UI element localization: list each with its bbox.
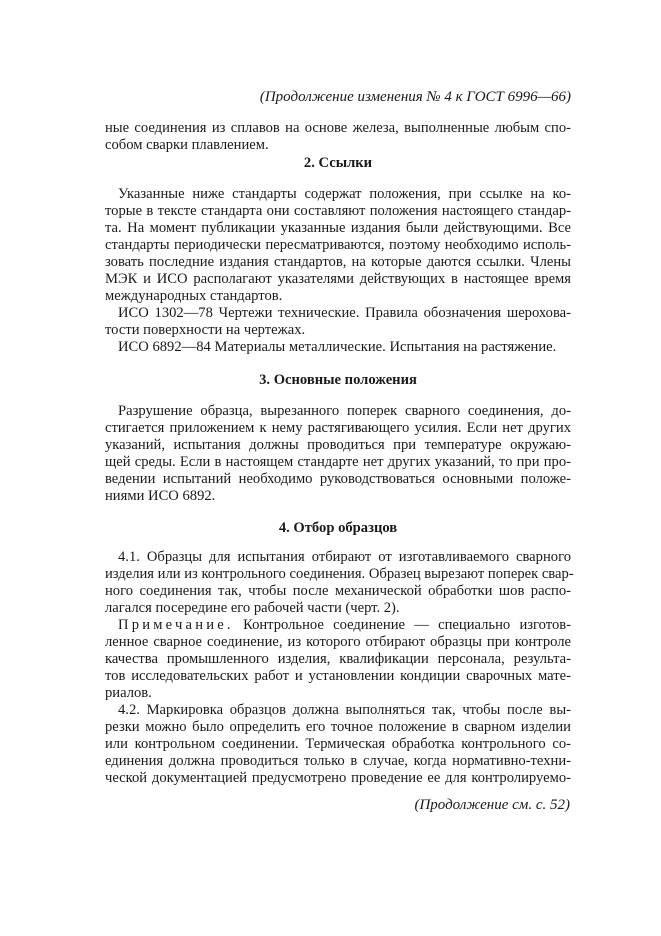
text-line: изделия или из контрольного соединения. Образец вырезают поперек свар- xyxy=(105,566,574,582)
text-line: указаний, испытания должны проводиться при температуре окружаю- xyxy=(105,437,571,453)
text-line: ленное сварное соединение, из которого отбирают образцы при контроле xyxy=(105,634,571,650)
text-line: ные соединения из сплавов на основе железа, выполненные любым спо- xyxy=(105,120,571,136)
text-line: Указанные ниже стандарты содержат положения, при ссылке на ко- xyxy=(118,186,571,202)
text-line: МЭК и ИСО располагают указателями действующих в настоящее время xyxy=(105,271,571,287)
section-title: 4. Отбор образцов xyxy=(278,520,398,536)
text-line: лагался посередине его рабочей части (черт. 2). xyxy=(105,600,400,616)
page-footer: (Продолжение см. с. 52) xyxy=(414,797,570,813)
text-line: 4.2. Маркировка образцов должна выполняться так, чтобы после вы- xyxy=(118,702,571,718)
text-line: качества промышленного изделия, квалификации персонала, результа- xyxy=(105,651,571,667)
text-line: торые в тексте стандарта они составляют положения настоящего стандар- xyxy=(105,203,571,219)
section-title: 2. Ссылки xyxy=(303,155,373,171)
page-header: (Продолжение изменения № 4 к ГОСТ 6996—66) xyxy=(259,89,571,105)
text-line: ИСО 6892—84 Материалы металлические. Испытания на растяжение. xyxy=(118,339,557,355)
text-line: единения должна проводиться только в случае, когда нормативно-техни- xyxy=(105,753,571,769)
text-line: тов исследовательских работ и установлении кондиции сварочных мате- xyxy=(105,668,571,684)
text-line: ведении испытаний необходимо руководствоваться основными положе- xyxy=(105,471,571,487)
text-line: щей среды. Если в настоящем стандарте нет других указаний, то при про- xyxy=(105,454,571,470)
text-line: ниями ИСО 6892. xyxy=(105,488,216,504)
text-line: стигается приложением к нему растягивающего усилия. Если нет других xyxy=(105,420,571,436)
text-line: собом сварки плавлением. xyxy=(105,137,269,153)
text-line: 4.1. Образцы для испытания отбирают от изготавливаемого сварного xyxy=(118,549,571,565)
note-text: Контрольное соединение — специально изготов- xyxy=(243,617,571,633)
text-line: стандарты периодически пересматриваются, поэтому необходимо исполь- xyxy=(105,237,571,253)
text-line: ческой документацией предусмотрено проведение ее для контролируемо- xyxy=(105,770,571,786)
text-line: ИСО 1302—78 Чертежи технические. Правила обозначения шерохова- xyxy=(118,305,571,321)
text-line: тости поверхности на чертежах. xyxy=(105,322,306,338)
note-label: Примечание. xyxy=(118,617,234,633)
section-title: 3. Основные положения xyxy=(259,372,417,388)
text-line: зовать последние издания стандартов, на которые даются ссылки. Члены xyxy=(105,254,571,270)
text-line: Разрушение образца, вырезанного поперек сварного соединения, до- xyxy=(118,403,571,419)
text-line: та. На момент публикации указанные издания были действующими. Все xyxy=(105,220,571,236)
text-line: резки можно было определить его точное положение в сварном изделии xyxy=(105,719,571,735)
text-line: ного соединения так, чтобы после механической обработки шов распо- xyxy=(105,583,571,599)
text-line: риалов. xyxy=(105,685,152,701)
text-line: или контрольном соединении. Термическая обработка контрольного со- xyxy=(105,736,571,752)
note-line xyxy=(118,617,571,634)
text-line: международных стандартов. xyxy=(105,288,283,304)
